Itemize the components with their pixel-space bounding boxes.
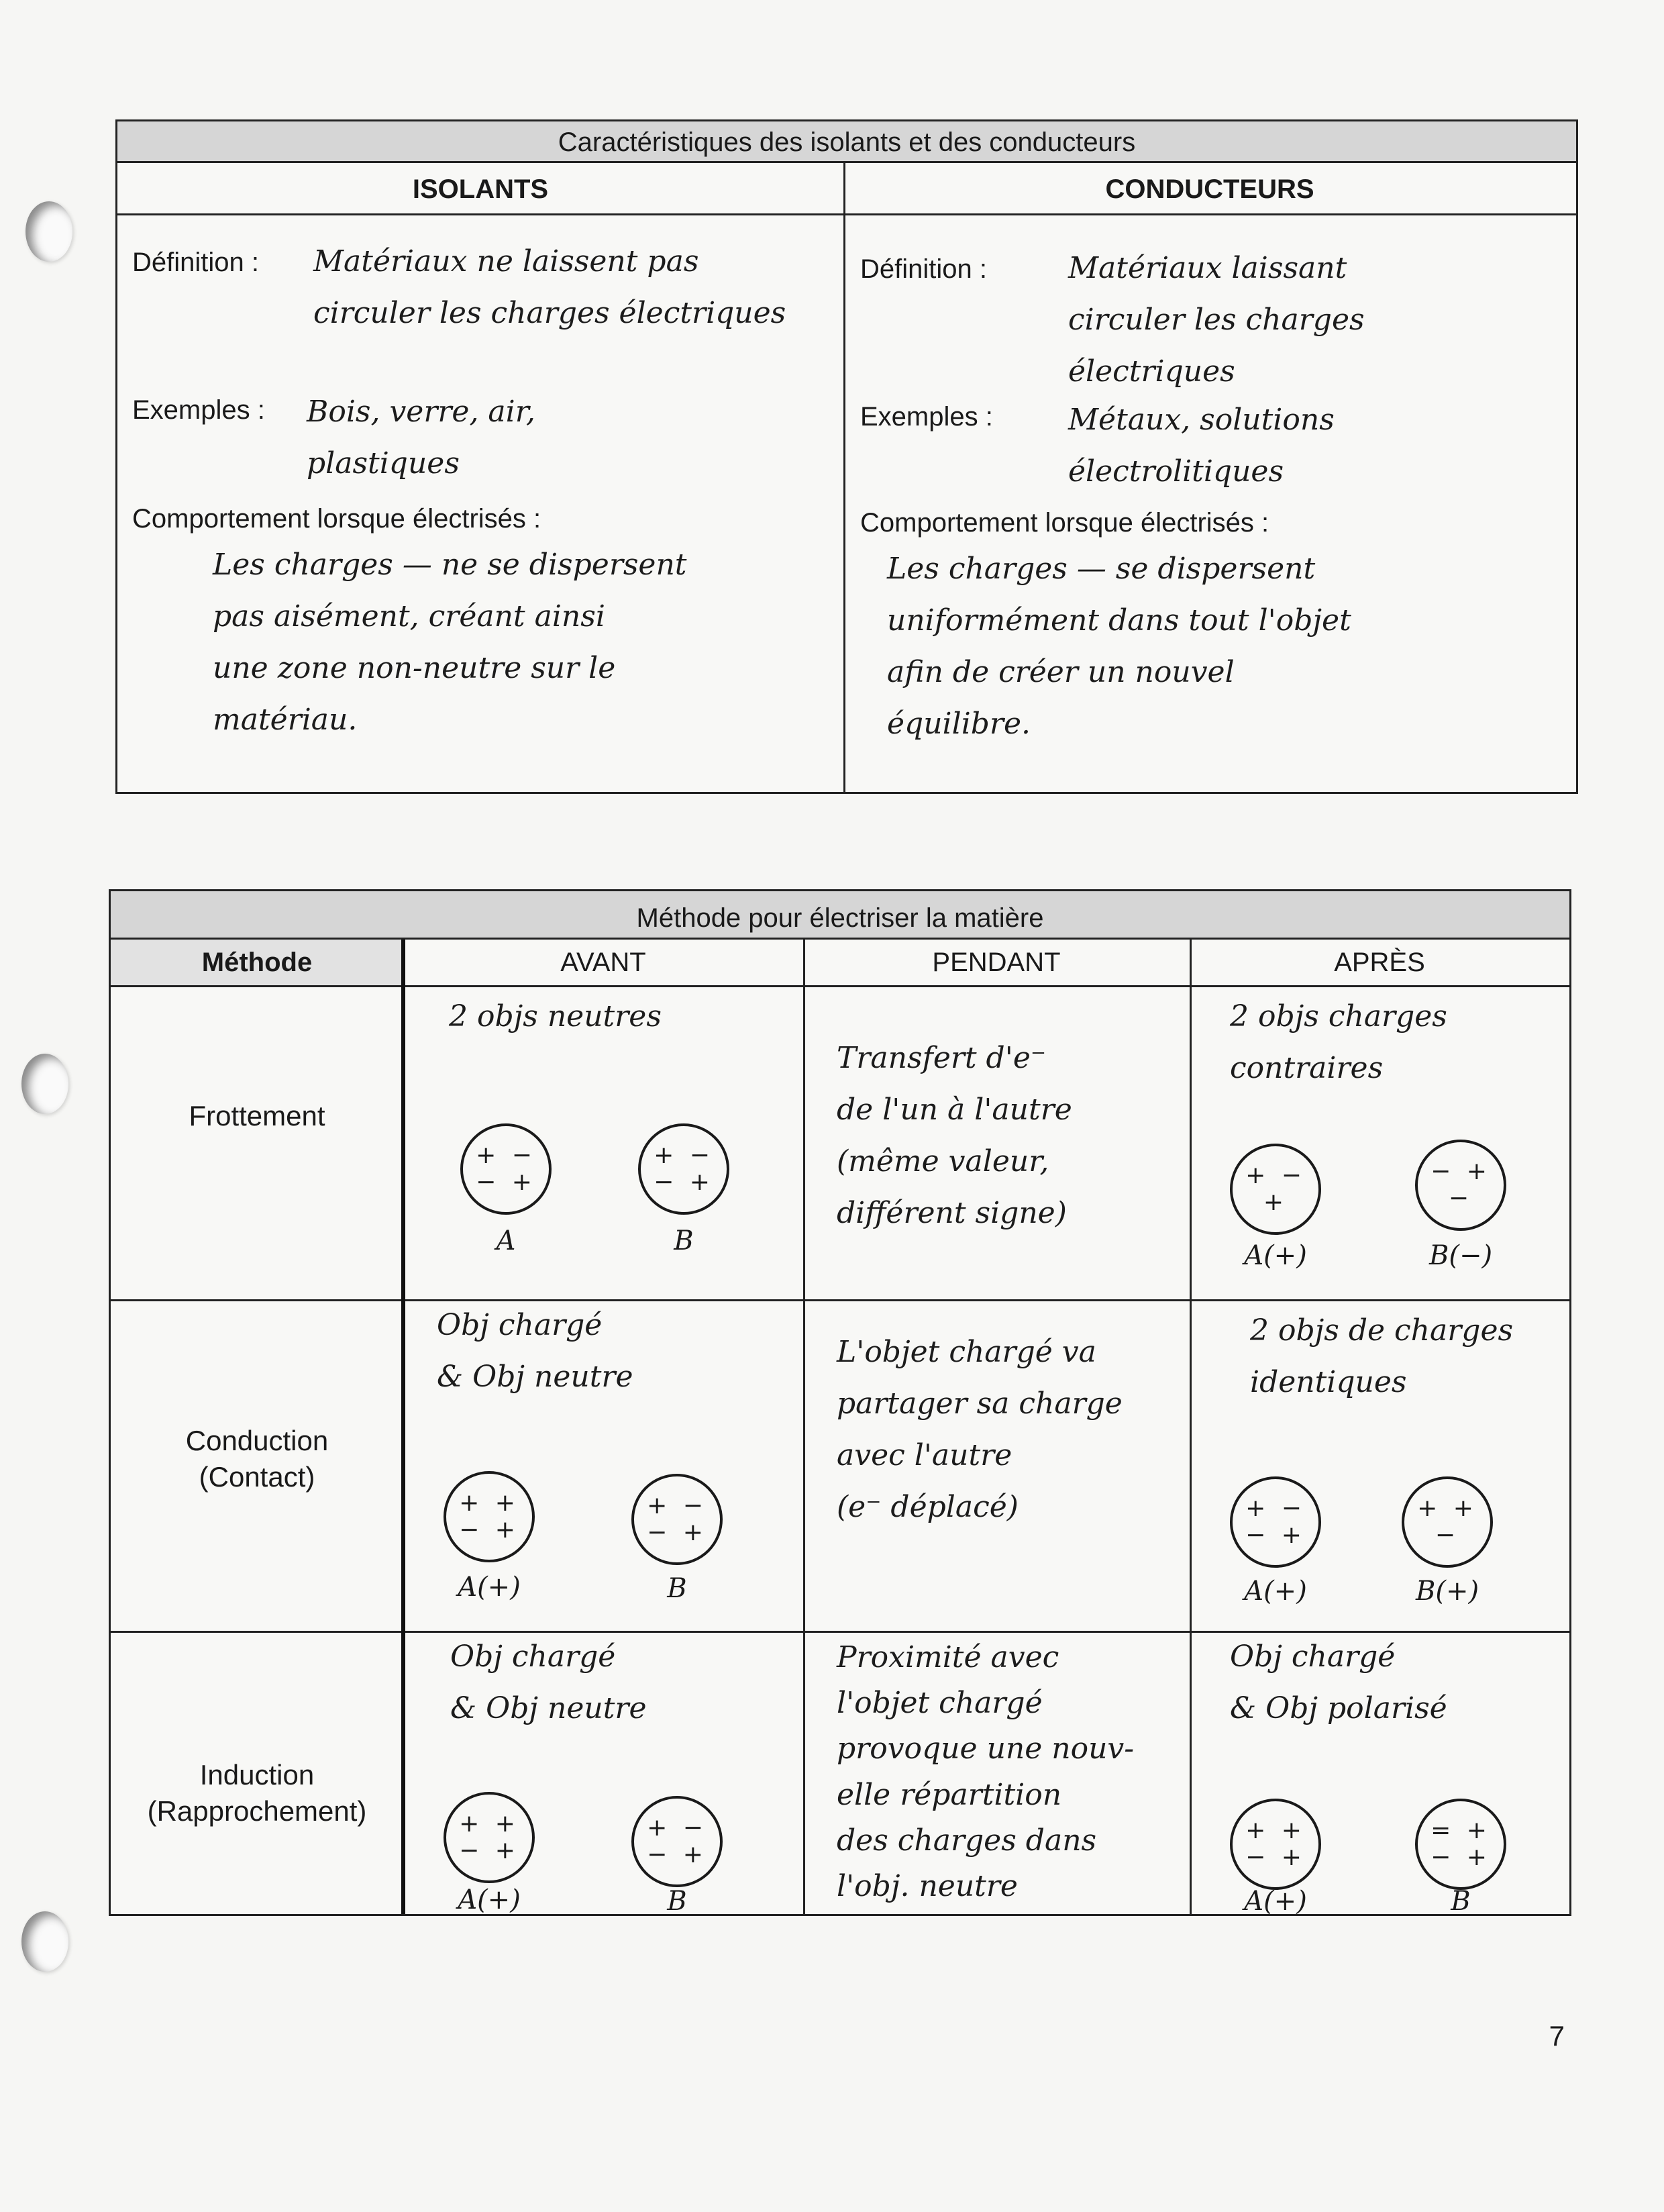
circle-label: A(+): [1244, 1886, 1307, 1917]
charge-circle: + − − +: [1230, 1476, 1321, 1568]
frottement-avant-text: 2 objs neutres: [449, 999, 662, 1034]
frottement-pendant-text: Transfert d'e⁻ de l'un à l'autre (même valeur, différent signe): [837, 1041, 1072, 1230]
definition-label: Définition :: [860, 254, 987, 284]
definition-label: Définition :: [132, 248, 259, 277]
charge-circle: = + − +: [1415, 1799, 1506, 1890]
page-number: 7: [1549, 2020, 1565, 2052]
circle-label: A(+): [458, 1884, 521, 1915]
methode-header: Méthode: [201, 948, 313, 977]
isolants-definition-text: Matériaux ne laissent pas circuler les charges électriques: [313, 244, 786, 330]
conduction-apres-text: 2 objs de charges identiques: [1250, 1313, 1514, 1399]
circle-label: A(+): [1244, 1576, 1307, 1607]
induction-apres-text: Obj chargé & Obj polarisé: [1230, 1640, 1447, 1725]
conducteurs-heading: CONDUCTEURS: [843, 163, 1576, 215]
binder-hole-bottom: [21, 1911, 68, 1972]
charge-circle: + − − +: [631, 1796, 723, 1887]
frottement-pendant: [803, 985, 1190, 1299]
charge-circle: + − − +: [460, 1123, 552, 1215]
circle-label: B: [667, 1886, 687, 1917]
characteristics-title: Caractéristiques des isolants et des conducteurs: [117, 121, 1576, 163]
induction-avant: [403, 1631, 803, 1919]
avant-header: AVANT: [560, 948, 646, 977]
charge-circle: + − − +: [631, 1474, 723, 1565]
binder-hole-middle: [21, 1054, 68, 1114]
isolants-examples-text: Bois, verre, air, plastiques: [307, 395, 535, 481]
circle-label: A(+): [458, 1572, 521, 1603]
conducteurs-definition-text: Matériaux laissant circuler les charges électriques: [1068, 251, 1365, 389]
conducteurs-cell: [845, 215, 1576, 792]
conduction-avant-text: Obj chargé & Obj neutre: [437, 1308, 633, 1394]
isolants-cell: [117, 215, 843, 792]
circle-label: A(+): [1244, 1240, 1307, 1271]
methods-title: Méthode pour électriser la matière: [111, 891, 1569, 940]
charge-circle: + − − +: [638, 1123, 729, 1215]
examples-label: Exemples :: [132, 395, 265, 425]
conducteurs-examples-text: Métaux, solutions électrolitiques: [1068, 403, 1335, 489]
conduction-pendant: [803, 1299, 1190, 1631]
characteristics-table: [115, 119, 1578, 794]
circle-label: B: [674, 1225, 694, 1256]
circle-label: B: [1451, 1886, 1471, 1917]
charge-circle: + + − +: [444, 1792, 535, 1883]
method-conduction: Conduction (Contact): [185, 1425, 329, 1493]
electrification-methods-table: [109, 889, 1571, 1916]
method-frottement: Frottement: [189, 1100, 325, 1132]
charge-circle: + + −: [1402, 1476, 1493, 1568]
behaviour-label: Comportement lorsque électrisés :: [132, 504, 541, 534]
circle-label: B(−): [1428, 1240, 1493, 1271]
frottement-apres-text: 2 objs charges contraires: [1230, 999, 1447, 1085]
examples-label: Exemples :: [860, 402, 993, 432]
induction-pendant-text: Proximité avec l'objet chargé provoque une nouv- elle répartition des charges dans l'obj. neutre: [837, 1640, 1135, 1903]
frottement-avant: [403, 985, 803, 1299]
behaviour-label: Comportement lorsque électrisés :: [860, 508, 1269, 538]
circle-label: A: [496, 1225, 516, 1256]
conducteurs-behaviour-text: Les charges — se dispersent uniformément dans tout l'objet afin de créer un nouvel équilibre.: [887, 552, 1351, 741]
circle-label: B(+): [1415, 1576, 1479, 1607]
methods-grid: [111, 940, 1569, 1917]
isolants-heading: ISOLANTS: [117, 163, 843, 215]
conduction-pendant-text: L'objet chargé va partager sa charge avec l'autre (e⁻ déplacé): [837, 1335, 1123, 1524]
circle-label: B: [667, 1573, 687, 1604]
induction-avant-text: Obj chargé & Obj neutre: [450, 1640, 647, 1725]
frottement-apres: [1190, 985, 1569, 1299]
method-induction: Induction (Rapprochement): [147, 1759, 367, 1827]
conduction-apres: [1190, 1299, 1569, 1631]
induction-pendant: [803, 1631, 1190, 1919]
isolants-behaviour-text: Les charges — ne se dispersent pas aisément, créant ainsi une zone non-neutre sur le matériau.: [213, 548, 687, 737]
pendant-header: PENDANT: [932, 948, 1061, 977]
induction-apres: [1190, 1631, 1569, 1919]
charge-circle: + + − +: [444, 1471, 535, 1562]
charge-circle: + + − +: [1230, 1799, 1321, 1890]
charge-circle: + − +: [1230, 1144, 1321, 1235]
conduction-avant: [403, 1299, 803, 1631]
binder-hole-top: [25, 201, 72, 262]
charge-circle: − + −: [1415, 1140, 1506, 1231]
apres-header: APRÈS: [1334, 948, 1425, 977]
